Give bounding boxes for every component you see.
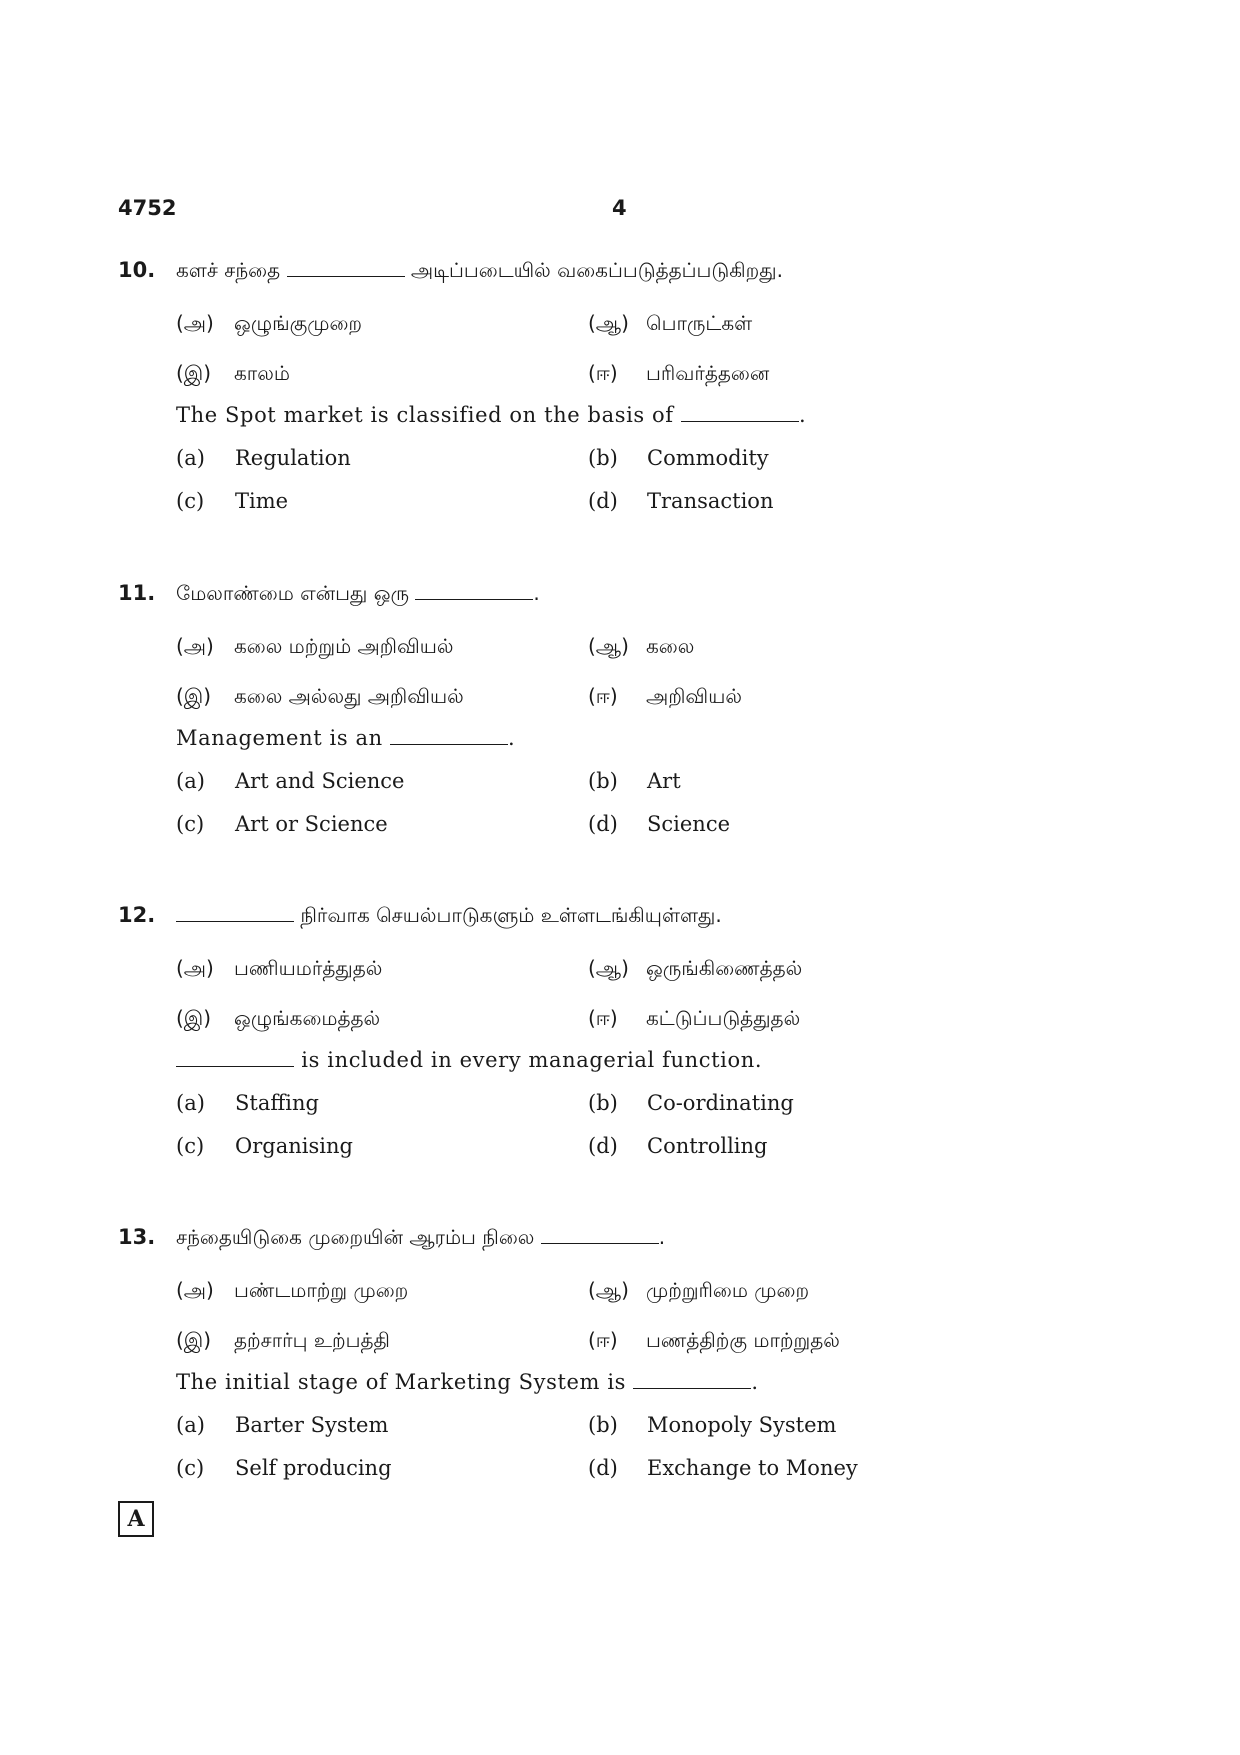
answer-blank [287,256,405,277]
question-text-english: The initial stage of Marketing System is . [176,1370,759,1394]
question-11: 11. மேலாண்மை என்பது ஒரு . (அ) கலை மற்றும் அறிவியல் (ஆ) கலை (இ) கலை அல்லது அறிவியல் (ஈ) அறிவியல் Management is an . (a) Art and Science (b) Art (c) Art or Science (d) Science [0,578,1240,838]
question-number: 10. [118,258,156,282]
answer-blank [390,724,508,745]
question-number: 11. [118,581,156,605]
answer-blank [681,401,799,422]
answer-blank [633,1368,751,1389]
question-12: 12. நிர்வாக செயல்பாடுகளும் உள்ளடங்கியுள்ளது. (அ) பணியமர்த்துதல் (ஆ) ஒருங்கிணைத்தல் (இ) ஒழுங்கமைத்தல் (ஈ) கட்டுப்படுத்துதல் is included in every managerial function. (a) Staffing (b) Co-ordinating (c) Organising (d) Controlling [0,900,1240,1160]
question-text-tamil: சந்தையிடுகை முறையின் ஆரம்ப நிலை . [176,1225,666,1249]
question-number: 12. [118,903,156,927]
question-text-tamil: நிர்வாக செயல்பாடுகளும் உள்ளடங்கியுள்ளது. [176,900,722,930]
answer-blank [541,1223,659,1244]
question-text-english: The Spot market is classified on the basis of . [176,403,807,427]
question-number: 13. [118,1225,156,1249]
question-text-english: is included in every managerial function. [176,1045,762,1075]
question-text-english: Management is an . [176,726,516,750]
answer-blank [176,1046,294,1067]
question-13: 13. சந்தையிடுகை முறையின் ஆரம்ப நிலை . (அ) பண்டமாற்று முறை (ஆ) முற்றுரிமை முறை (இ) தற்சார்பு உற்பத்தி (ஈ) பணத்திற்கு மாற்றுதல் The initial stage of Marketing System is . (a) Barter System (b) Monopoly System (c) Self producing (d) Exchange to Money [0,1222,1240,1482]
paper-code: 4752 [118,196,177,220]
question-text-tamil: மேலாண்மை என்பது ஒரு . [176,581,540,605]
answer-blank [415,579,533,600]
page-number: 4 [612,196,627,220]
answer-blank [176,901,294,922]
question-set-marker: A [118,1501,154,1537]
question-text-tamil: களச் சந்தை அடிப்படையில் வகைப்படுத்தப்படுகிறது. [176,258,783,282]
question-10: 10. களச் சந்தை அடிப்படையில் வகைப்படுத்தப்படுகிறது. (அ) ஒழுங்குமுறை (ஆ) பொருட்கள் (இ) காலம் (ஈ) பரிவர்த்தனை The Spot market is classified on the basis of . (a) Regulation (b) Commodity (c) Time (d) Transaction [0,255,1240,515]
